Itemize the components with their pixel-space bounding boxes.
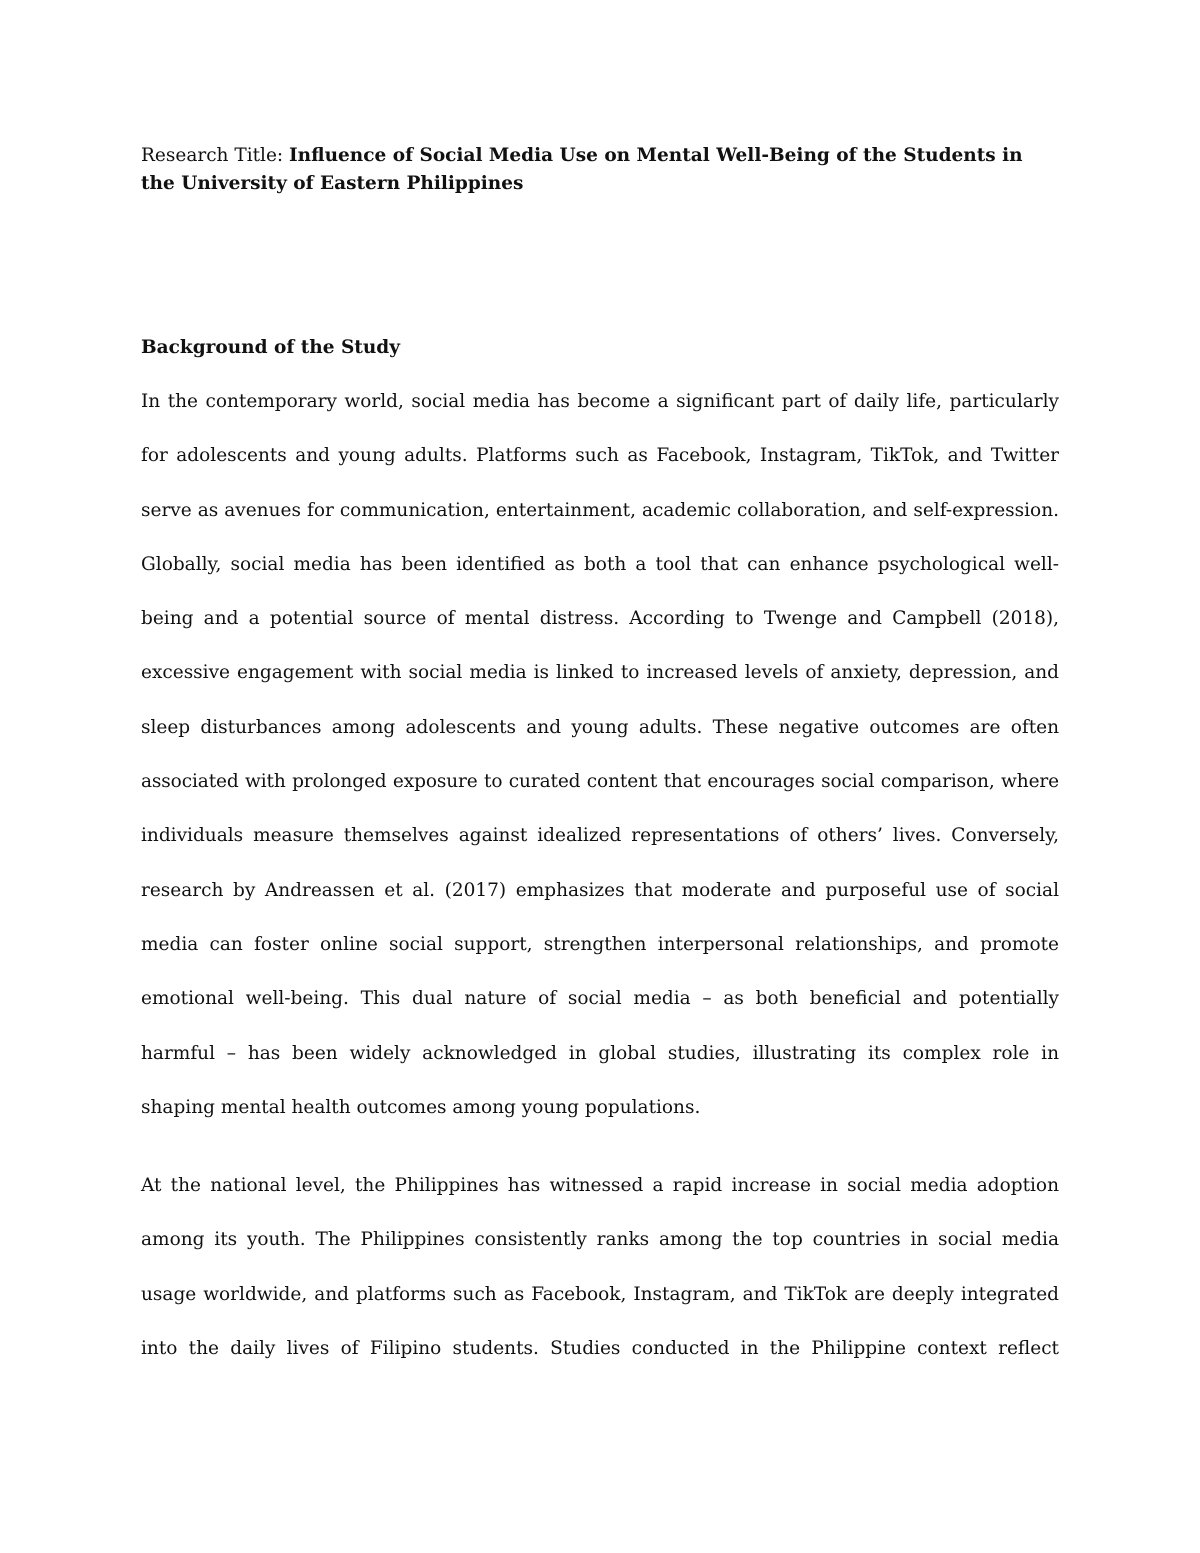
paragraph-national xyxy=(141,1159,1059,1376)
text-line: sleep disturbances among adolescents and young adults. These negative outcomes are often xyxy=(141,716,1059,738)
research-title-text: Influence of Social Media Use on Mental Well-Being of the Students in the University of Eastern Philippines xyxy=(141,145,1023,194)
text-line: In the contemporary world, social media has become a significant part of daily life, particularly xyxy=(141,391,1059,412)
text-line: harmful – has been widely acknowledged in global studies, illustrating its complex role in xyxy=(141,1042,1059,1064)
text-line: media can foster online social support, strengthen interpersonal relationships, and promote xyxy=(141,933,1059,955)
text-line: excessive engagement with social media is linked to increased levels of anxiety, depression, and xyxy=(141,662,1059,684)
text-line: individuals measure themselves against idealized representations of others’ lives. Conversely, xyxy=(141,825,1059,847)
section-heading: Background of the Study xyxy=(141,337,400,358)
text-line: usage worldwide, and platforms such as Facebook, Instagram, and TikTok are deeply integrated xyxy=(141,1283,1059,1305)
text-line: being and a potential source of mental distress. According to Twenge and Campbell (2018), xyxy=(141,608,1059,630)
text-line: serve as avenues for communication, entertainment, academic collaboration, and self-expression. xyxy=(141,499,1059,521)
text-line: Globally, social media has been identified as both a tool that can enhance psychological well- xyxy=(141,553,1059,575)
paragraph-background xyxy=(141,375,1059,1135)
text-line: associated with prolonged exposure to curated content that encourages social comparison, where xyxy=(141,771,1059,793)
text-line: into the daily lives of Filipino students. Studies conducted in the Philippine context reflect xyxy=(141,1337,1059,1359)
text-line: At the national level, the Philippines has witnessed a rapid increase in social media adoption xyxy=(141,1175,1059,1196)
text-line: research by Andreassen et al. (2017) emphasizes that moderate and purposeful use of social xyxy=(141,879,1059,901)
research-title-prefix: Research Title: xyxy=(141,145,290,166)
text-line: emotional well-being. This dual nature of social media – as both beneficial and potentially xyxy=(141,988,1059,1010)
text-line: among its youth. The Philippines consistently ranks among the top countries in social media xyxy=(141,1229,1059,1251)
text-line: for adolescents and young adults. Platforms such as Facebook, Instagram, TikTok, and Twitter xyxy=(141,445,1059,467)
research-title xyxy=(141,142,1059,198)
text-line: shaping mental health outcomes among young populations. xyxy=(141,1096,701,1118)
